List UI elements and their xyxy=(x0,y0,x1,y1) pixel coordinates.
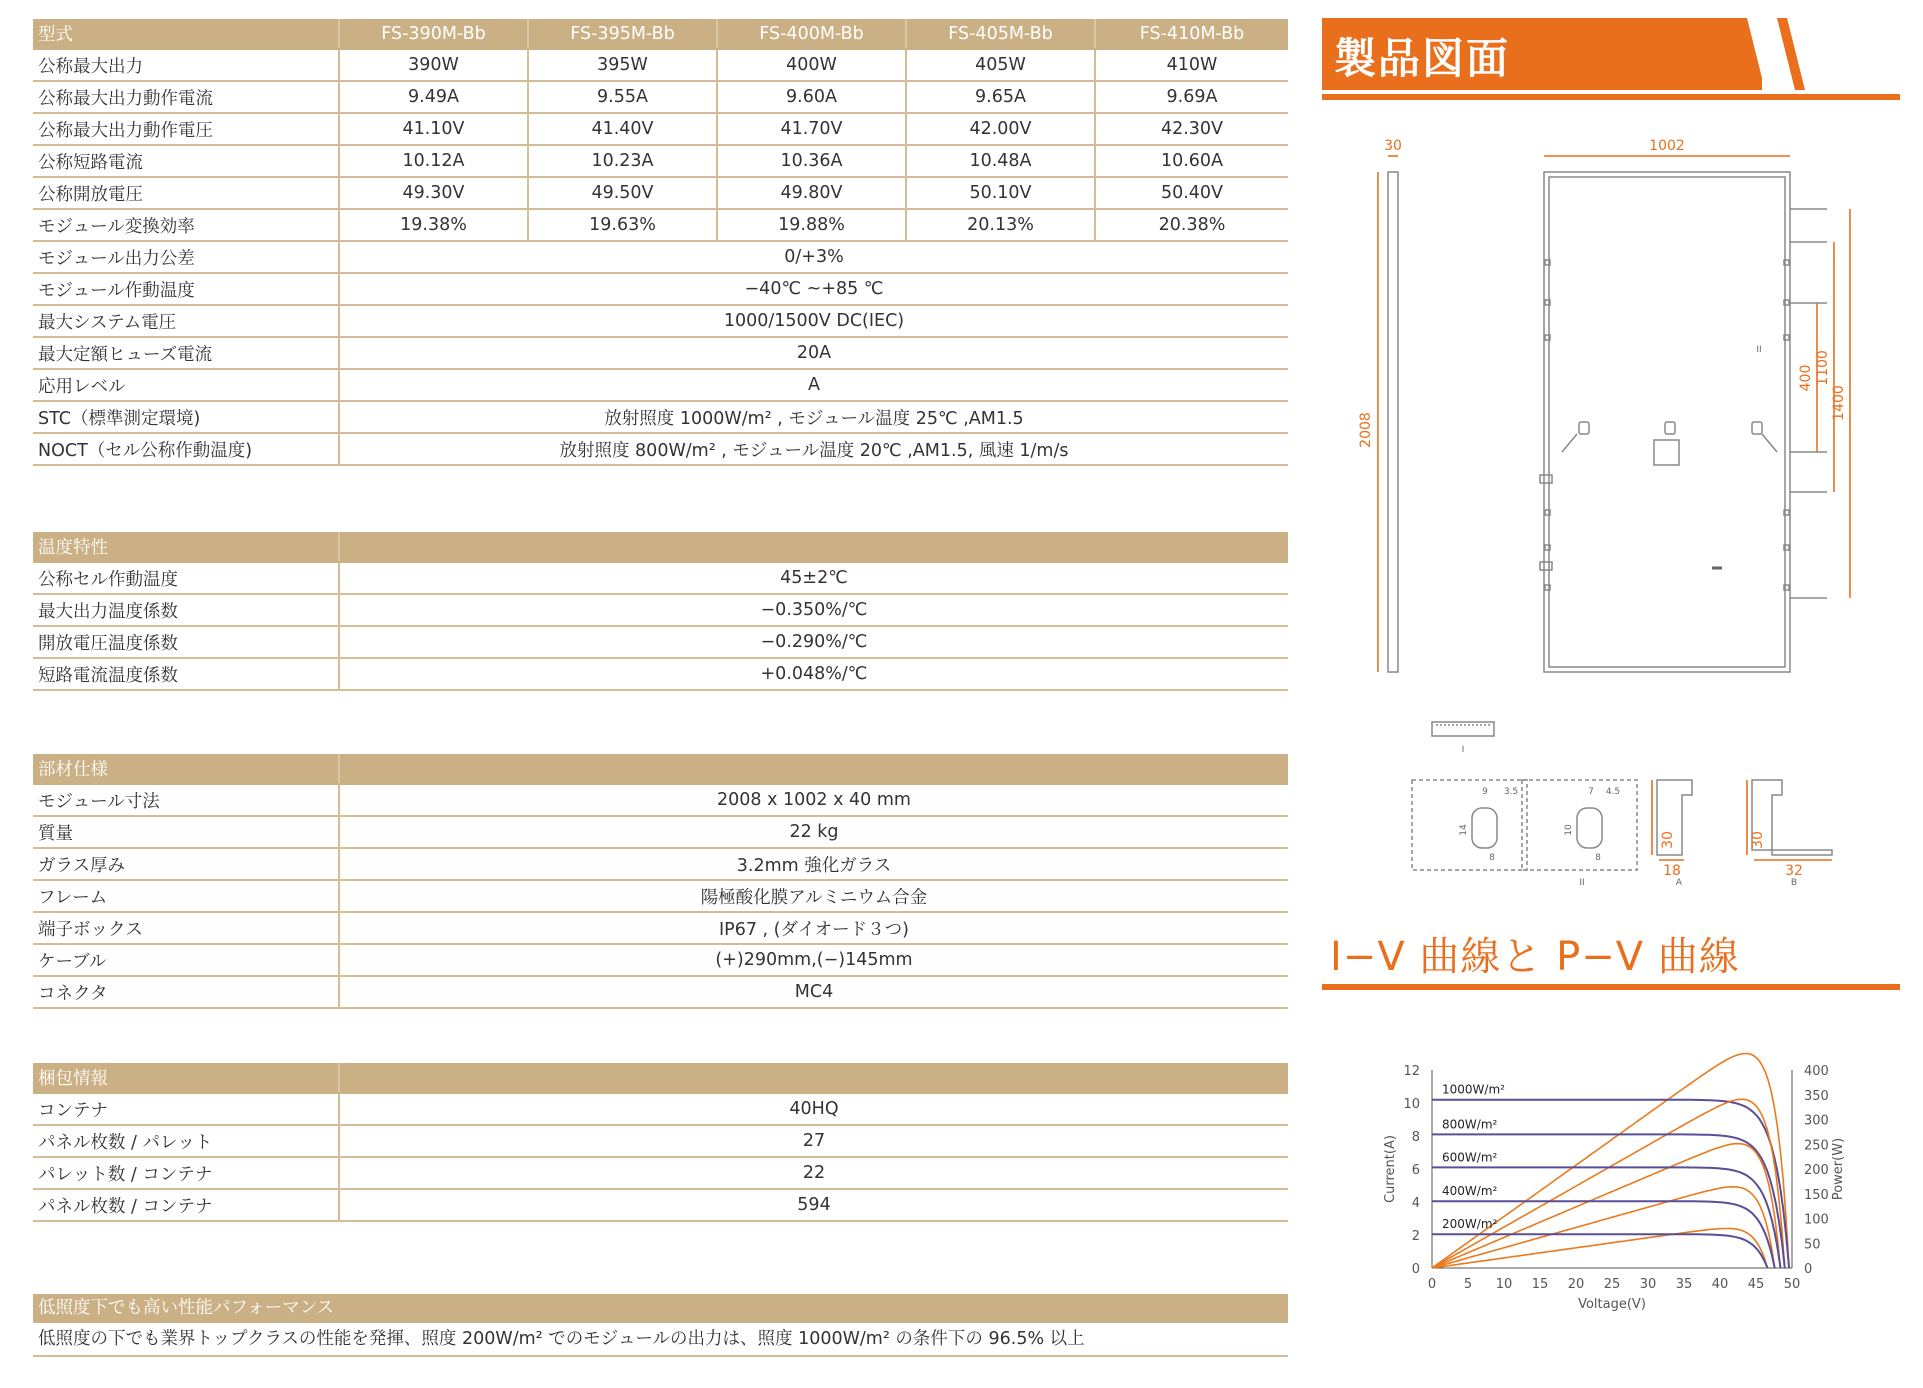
materials-table xyxy=(33,754,1288,1009)
row-value: +0.048%/℃ xyxy=(339,658,1288,690)
row-value: 3.2mm 強化ガラス xyxy=(339,848,1288,880)
dim-a-width: 18 xyxy=(1663,863,1681,879)
section-label: II xyxy=(1756,345,1762,355)
section-header: 低照度下でも高い性能パフォーマンス xyxy=(33,1294,1288,1323)
spec-value: 19.88% xyxy=(717,209,906,241)
spec-row xyxy=(33,113,1288,145)
dim-400: 400 xyxy=(1798,364,1814,392)
spec-value: 9.60A xyxy=(717,81,906,113)
spec-row xyxy=(33,369,1288,401)
row-label: パネル枚数 / パレット xyxy=(33,1125,339,1157)
table-row xyxy=(33,562,1288,594)
y2-tick-label: 100 xyxy=(1804,1212,1829,1228)
spec-value: 400W xyxy=(717,49,906,81)
spec-label: 公称最大出力 xyxy=(33,49,339,81)
x-tick-label: 50 xyxy=(1783,1277,1801,1292)
series-label: 200W/m² xyxy=(1442,1217,1498,1232)
x-tick-label: 5 xyxy=(1463,1277,1473,1292)
dim-a-height: 30 xyxy=(1660,831,1676,849)
spec-value: 410W xyxy=(1095,49,1288,81)
spec-value: 20.38% xyxy=(1095,209,1288,241)
y2-tick-label: 50 xyxy=(1804,1237,1821,1253)
spec-value: 19.63% xyxy=(528,209,717,241)
row-value: 45±2℃ xyxy=(339,562,1288,594)
spec-value: 9.65A xyxy=(906,81,1095,113)
model-name: FS-395M-Bb xyxy=(528,19,717,49)
spec-row xyxy=(33,49,1288,81)
spec-value: 0/+3% xyxy=(339,241,1288,273)
model-name: FS-410M-Bb xyxy=(1095,19,1288,49)
row-value: 2008 x 1002 x 40 mm xyxy=(339,784,1288,816)
y-tick-label: 12 xyxy=(1403,1064,1420,1079)
packing-table xyxy=(33,1063,1288,1222)
row-value: 27 xyxy=(339,1125,1288,1157)
x-tick-label: 0 xyxy=(1427,1277,1437,1292)
y2-tick-label: 300 xyxy=(1804,1113,1829,1129)
y2-tick-label: 0 xyxy=(1804,1262,1813,1277)
table-row xyxy=(33,944,1288,976)
temperature-table xyxy=(33,532,1288,691)
x-tick-label: 15 xyxy=(1531,1277,1549,1292)
table-row xyxy=(33,658,1288,690)
spec-label: 公称最大出力動作電流 xyxy=(33,81,339,113)
spec-value: 41.70V xyxy=(717,113,906,145)
dim-1100: 1100 xyxy=(1815,350,1831,386)
row-value: (+)290mm,(−)145mm xyxy=(339,944,1288,976)
dim-b-height: 30 xyxy=(1750,831,1766,849)
spec-value: 10.23A xyxy=(528,145,717,177)
spec-row xyxy=(33,433,1288,465)
dim-frame: 30 xyxy=(1384,138,1402,154)
x-tick-label: 25 xyxy=(1603,1277,1621,1292)
drawing-title: 製品図面 xyxy=(1334,34,1511,83)
row-label: コネクタ xyxy=(33,976,339,1008)
spec-value: 50.40V xyxy=(1095,177,1288,209)
iv-curve-title: I−V 曲線と P−V 曲線 xyxy=(1330,934,1740,980)
x-tick-label: 10 xyxy=(1495,1277,1513,1292)
spec-value: 49.50V xyxy=(528,177,717,209)
spec-value: 1000/1500V DC(IEC) xyxy=(339,305,1288,337)
row-value: 594 xyxy=(339,1189,1288,1221)
spec-label: モジュール変換効率 xyxy=(33,209,339,241)
electrical-spec-table xyxy=(33,19,1288,466)
low-light-section xyxy=(33,1294,1288,1357)
section-header: 梱包情報 xyxy=(33,1063,339,1093)
spec-label: 最大システム電圧 xyxy=(33,305,339,337)
detail-dim: 8 xyxy=(1595,853,1601,863)
table-row xyxy=(33,626,1288,658)
series-label: 400W/m² xyxy=(1442,1184,1498,1199)
banner-stripe xyxy=(1747,18,1807,90)
row-label: パレット数 / コンテナ xyxy=(33,1157,339,1189)
table-row xyxy=(33,976,1288,1008)
low-light-text: 低照度の下でも業界トップクラスの性能を発揮、照度 200W/m² でのモジュールの出力は、照度 1000W/m² の条件下の 96.5% 以上 xyxy=(33,1323,1288,1357)
table-row xyxy=(33,594,1288,626)
spec-label: 公称開放電圧 xyxy=(33,177,339,209)
spec-value: 405W xyxy=(906,49,1095,81)
y-tick-label: 2 xyxy=(1411,1229,1420,1244)
spec-value: 49.30V xyxy=(339,177,528,209)
detail-dim: 14 xyxy=(1459,824,1469,836)
drawing-title-banner xyxy=(1322,18,1900,98)
x-tick-label: 45 xyxy=(1747,1277,1765,1292)
table-row xyxy=(33,784,1288,816)
spec-row xyxy=(33,305,1288,337)
detail-dim: 4.5 xyxy=(1605,787,1621,797)
y-axis-label: Current(A) xyxy=(1383,1135,1398,1203)
spec-value: 放射照度 1000W/m² , モジュール温度 25℃ ,AM1.5 xyxy=(339,401,1288,433)
spec-value: 放射照度 800W/m² , モジュール温度 20℃ ,AM1.5, 風速 1/m/s xyxy=(339,433,1288,465)
detail-dim: 3.5 xyxy=(1503,787,1519,797)
row-value: −0.350%/℃ xyxy=(339,594,1288,626)
series-label: 600W/m² xyxy=(1442,1150,1498,1165)
spec-label: 応用レベル xyxy=(33,369,339,401)
side-view-frame xyxy=(1388,172,1398,672)
spec-label: モジュール作動温度 xyxy=(33,273,339,305)
y-tick-label: 6 xyxy=(1411,1163,1420,1178)
dim-width: 1002 xyxy=(1649,138,1685,154)
spec-value: 19.38% xyxy=(339,209,528,241)
section-header: 温度特性 xyxy=(33,532,339,562)
spec-row xyxy=(33,145,1288,177)
spec-value: 10.36A xyxy=(717,145,906,177)
junction-box xyxy=(1654,440,1679,465)
model-name: FS-400M-Bb xyxy=(717,19,906,49)
row-label: 短路電流温度係数 xyxy=(33,658,339,690)
row-value: 22 xyxy=(339,1157,1288,1189)
y-tick-label: 10 xyxy=(1403,1097,1420,1112)
row-value: 陽極酸化膜アルミニウム合金 xyxy=(339,880,1288,912)
section-label: I xyxy=(1461,745,1465,755)
dim-height: 2008 xyxy=(1358,412,1374,448)
product-drawing xyxy=(1322,130,1902,890)
spec-label: 公称最大出力動作電圧 xyxy=(33,113,339,145)
y2-tick-label: 400 xyxy=(1804,1064,1829,1079)
spec-label: モジュール出力公差 xyxy=(33,241,339,273)
detail-dim: 10 xyxy=(1564,824,1574,836)
spec-value: −40℃ ~+85 ℃ xyxy=(339,273,1288,305)
spec-value: 20.13% xyxy=(906,209,1095,241)
row-value: −0.290%/℃ xyxy=(339,626,1288,658)
row-label: ケーブル xyxy=(33,944,339,976)
section-header: 部材仕様 xyxy=(33,754,339,784)
row-value: 40HQ xyxy=(339,1093,1288,1125)
dim-b-width: 32 xyxy=(1785,863,1803,879)
spec-value: 9.69A xyxy=(1095,81,1288,113)
row-label: フレーム xyxy=(33,880,339,912)
spec-label: NOCT（セル公称作動温度) xyxy=(33,433,339,465)
iv-pv-chart xyxy=(1322,1040,1892,1350)
y2-tick-label: 250 xyxy=(1804,1138,1829,1154)
iv-title-underline xyxy=(1322,984,1900,990)
spec-row xyxy=(33,401,1288,433)
x-axis-label: Voltage(V) xyxy=(1578,1297,1646,1312)
x-tick-label: 40 xyxy=(1711,1277,1729,1292)
y2-tick-label: 350 xyxy=(1804,1088,1829,1104)
spec-value: 9.49A xyxy=(339,81,528,113)
table-row xyxy=(33,816,1288,848)
spec-label: 最大定額ヒューズ電流 xyxy=(33,337,339,369)
table-row xyxy=(33,880,1288,912)
y-tick-label: 0 xyxy=(1411,1262,1420,1277)
x-tick-label: 35 xyxy=(1675,1277,1693,1292)
table-header-row xyxy=(33,19,1288,49)
row-label: コンテナ xyxy=(33,1093,339,1125)
detail-dim: 8 xyxy=(1489,853,1495,863)
spec-value: 10.48A xyxy=(906,145,1095,177)
spec-value: 10.60A xyxy=(1095,145,1288,177)
row-value: IP67 , (ダイオード３つ) xyxy=(339,912,1288,944)
spec-value: 9.55A xyxy=(528,81,717,113)
spec-value: 41.10V xyxy=(339,113,528,145)
row-label: 質量 xyxy=(33,816,339,848)
dim-1400: 1400 xyxy=(1831,385,1847,421)
spec-value: 10.12A xyxy=(339,145,528,177)
row-label: 端子ボックス xyxy=(33,912,339,944)
y2-tick-label: 150 xyxy=(1804,1187,1829,1203)
y2-tick-label: 200 xyxy=(1804,1163,1829,1178)
model-name: FS-390M-Bb xyxy=(339,19,528,49)
row-value: MC4 xyxy=(339,976,1288,1008)
spec-value: 395W xyxy=(528,49,717,81)
model-header-label: 型式 xyxy=(33,19,339,49)
detail-dim: 9 xyxy=(1482,787,1488,797)
spec-row xyxy=(33,81,1288,113)
spec-label: STC（標準測定環境) xyxy=(33,401,339,433)
section-label: II xyxy=(1579,878,1585,888)
section-label: A xyxy=(1675,878,1683,888)
y-tick-label: 4 xyxy=(1411,1196,1420,1211)
table-row xyxy=(33,848,1288,880)
spec-value: 41.40V xyxy=(528,113,717,145)
spec-value: 50.10V xyxy=(906,177,1095,209)
series-label: 800W/m² xyxy=(1442,1117,1498,1132)
row-label: 最大出力温度係数 xyxy=(33,594,339,626)
x-tick-label: 20 xyxy=(1567,1277,1585,1292)
detail-dim: 7 xyxy=(1588,787,1594,797)
spec-row xyxy=(33,273,1288,305)
spec-section xyxy=(33,19,1288,1357)
spec-value: 42.30V xyxy=(1095,113,1288,145)
spec-row xyxy=(33,177,1288,209)
spec-row xyxy=(33,209,1288,241)
section-label: B xyxy=(1790,878,1798,888)
row-value: 22 kg xyxy=(339,816,1288,848)
spec-row xyxy=(33,241,1288,273)
row-label: モジュール寸法 xyxy=(33,784,339,816)
table-row xyxy=(33,1157,1288,1189)
x-tick-label: 30 xyxy=(1639,1277,1657,1292)
spec-row xyxy=(33,337,1288,369)
row-label: パネル枚数 / コンテナ xyxy=(33,1189,339,1221)
table-row xyxy=(33,1093,1288,1125)
spec-value: 42.00V xyxy=(906,113,1095,145)
spec-value: 49.80V xyxy=(717,177,906,209)
row-label: 開放電圧温度係数 xyxy=(33,626,339,658)
row-label: 公称セル作動温度 xyxy=(33,562,339,594)
spec-value: 390W xyxy=(339,49,528,81)
model-name: FS-405M-Bb xyxy=(906,19,1095,49)
series-label: 1000W/m² xyxy=(1442,1082,1505,1097)
table-row xyxy=(33,912,1288,944)
y2-axis-label: Power(W) xyxy=(1831,1137,1846,1201)
spec-value: 20A xyxy=(339,337,1288,369)
table-row xyxy=(33,1125,1288,1157)
spec-label: 公称短路電流 xyxy=(33,145,339,177)
spec-value: A xyxy=(339,369,1288,401)
table-row xyxy=(33,1189,1288,1221)
row-label: ガラス厚み xyxy=(33,848,339,880)
y-tick-label: 8 xyxy=(1411,1130,1420,1145)
